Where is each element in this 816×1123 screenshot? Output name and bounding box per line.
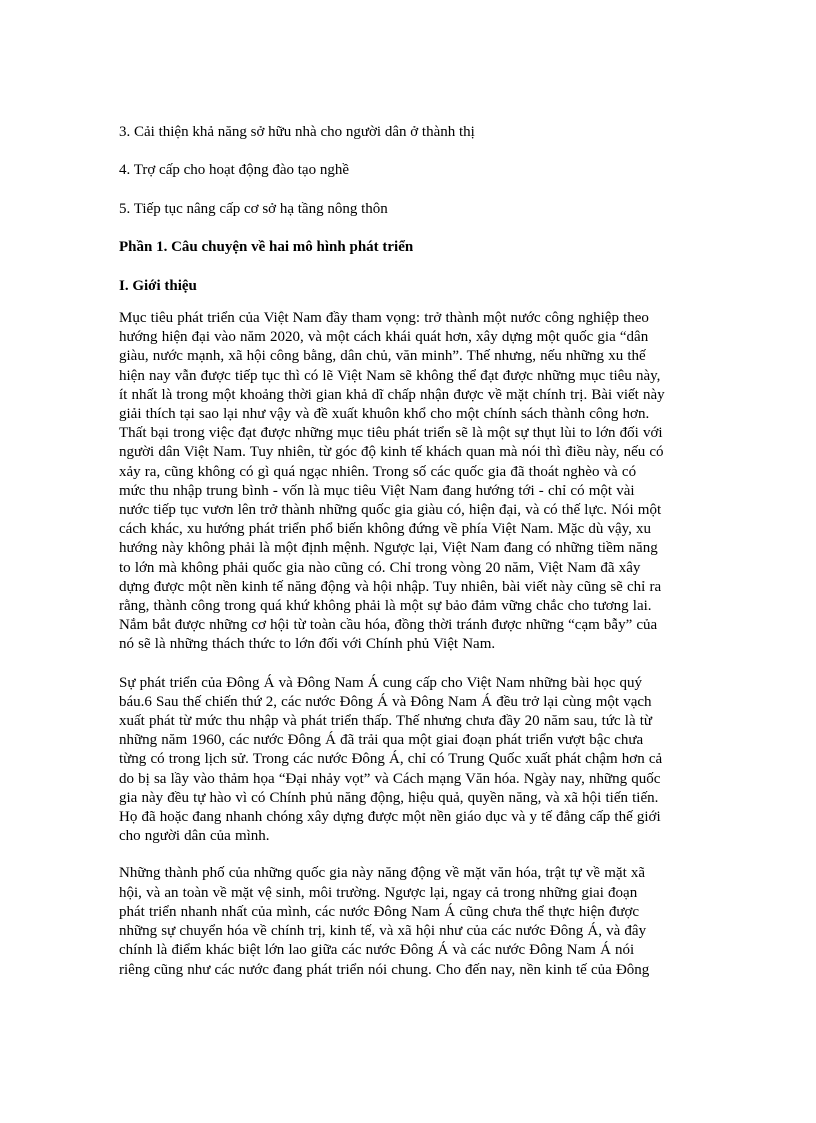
text-line: Sự phát triển của Đông Á và Đông Nam Á cung cấp cho Việt Nam những bài học quý bbox=[119, 674, 643, 691]
section-heading: I. Giới thiệu bbox=[119, 278, 197, 294]
text-line: hướng hiện đại vào năm 2020, và một cách khái quát hơn, xây dựng một quốc gia “dân bbox=[119, 329, 649, 346]
text-line: Nắm bắt được những cơ hội từ toàn cầu hóa, đồng thời tránh được những “cạm bẫy” của bbox=[119, 617, 658, 634]
text-line: Họ đã hoặc đang nhanh chóng xây dựng được một nền giáo dục và y tế đẳng cấp thế giới bbox=[119, 809, 661, 826]
list-item: 5. Tiếp tục nâng cấp cơ sở hạ tầng nông thôn bbox=[119, 201, 388, 217]
text-line: to lớn mà không phải quốc gia nào cũng có. Chỉ trong vòng 20 năm, Việt Nam đã xây bbox=[119, 559, 641, 576]
text-line: do bị sa lầy vào thảm họa “Đại nhảy vọt” và Cách mạng Văn hóa. Ngày nay, những quốc bbox=[119, 770, 661, 787]
text-line: hội, và an toàn về mặt vệ sinh, môi trường. Ngược lại, ngay cả trong những giai đoạn bbox=[119, 884, 638, 901]
text-line: hiện nay vẫn được tiếp tục thì có lẽ Việt Nam sẽ không thể đạt được những mục tiêu này, bbox=[119, 367, 661, 384]
text-line: Những thành phố của những quốc gia này năng động về mặt văn hóa, trật tự về mặt xã bbox=[119, 865, 646, 882]
text-line: nó sẽ là những thách thức to lớn đối với Chính phủ Việt Nam. bbox=[119, 636, 496, 653]
text-line: phát triển nhanh nhất của mình, các nước Đông Nam Á cũng chưa thể thực hiện được bbox=[119, 903, 640, 920]
paragraph-2 bbox=[119, 674, 695, 847]
text-line: cách khác, xu hướng phát triển phổ biến không đứng về phía Việt Nam. Mặc dù vậy, xu bbox=[119, 521, 652, 538]
list-item: 4. Trợ cấp cho hoạt động đào tạo nghề bbox=[119, 162, 349, 178]
text-line: nước tiếp tục vươn lên trở thành những quốc gia giàu có, hiện đại, và có thế lực. Nói một bbox=[119, 502, 662, 519]
document-page bbox=[119, 110, 695, 980]
paragraph-1 bbox=[119, 309, 695, 655]
text-line: cho người dân của mình. bbox=[119, 828, 270, 845]
text-line: Mục tiêu phát triển của Việt Nam đầy tham vọng: trở thành một nước công nghiệp theo bbox=[119, 310, 649, 326]
text-line: dựng được một nền kinh tế năng động và hội nhập. Tuy nhiên, bài viết này cũng sẽ chỉ ra bbox=[119, 578, 662, 595]
text-line: Thất bại trong việc đạt được những mục tiêu phát triển sẽ là một sự thụt lùi to lớn đối với bbox=[119, 425, 663, 442]
paragraph-3 bbox=[119, 864, 695, 979]
text-line: xảy ra, cũng không có gì quá ngạc nhiên. Trong số các quốc gia đã thoát nghèo và có bbox=[119, 463, 637, 480]
text-line: hướng này không phải là một định mệnh. Ngược lại, Việt Nam đang có những tiềm năng bbox=[119, 540, 658, 557]
text-line: mức thu nhập trung bình - vốn là mục tiêu Việt Nam đang hướng tới - chỉ có một vài bbox=[119, 482, 635, 499]
text-line: rằng, thành công trong quá khứ không phải là một sự bảo đảm vững chắc cho tương lai. bbox=[119, 598, 652, 615]
text-line: xuất phát từ mức thu nhập và phát triển thấp. Thế nhưng chưa đầy 20 năm sau, tức là từ bbox=[119, 713, 653, 730]
text-line: báu.6 Sau thế chiến thứ 2, các nước Đông Á và Đông Nam Á đều trở lại cùng một vạch bbox=[119, 693, 652, 710]
text-line: giàu, nước mạnh, xã hội công bằng, dân chủ, văn minh”. Thế nhưng, nếu những xu thế bbox=[119, 348, 646, 365]
text-line: giải thích tại sao lại như vậy và đề xuất khuôn khổ cho một chính sách thành công hơn. bbox=[119, 406, 650, 423]
text-line: chính là điểm khác biệt lớn lao giữa các nước Đông Á và các nước Đông Nam Á nói bbox=[119, 942, 635, 959]
list-item: 3. Cải thiện khả năng sở hữu nhà cho người dân ở thành thị bbox=[119, 124, 475, 140]
text-line: người dân Việt Nam. Tuy nhiên, từ góc độ kinh tế khách quan mà nói thì điều này, nếu có bbox=[119, 444, 664, 461]
part-heading: Phần 1. Câu chuyện về hai mô hình phát triển bbox=[119, 239, 414, 255]
text-line: từng có trong lịch sử. Trong các nước Đông Á, chỉ có Trung Quốc xuất phát chậm hơn cả bbox=[119, 751, 663, 768]
text-line: riêng cũng như các nước đang phát triển nói chung. Cho đến nay, nền kinh tế của Đông bbox=[119, 961, 650, 978]
text-line: những năm 1960, các nước Đông Á đã trải qua một giai đoạn phát triển vượt bậc chưa bbox=[119, 732, 644, 749]
text-line: ít nhất là trong một khoảng thời gian khả dĩ chấp nhận được về mặt chính trị. Bài viết này bbox=[119, 386, 665, 403]
text-line: gia này đều tự hào vì có Chính phủ năng động, hiệu quả, quyền năng, và xã hội tiến tiến. bbox=[119, 789, 659, 806]
text-line: những sự chuyển hóa về chính trị, kinh tế, và xã hội như của các nước Đông Á, và đây bbox=[119, 923, 647, 940]
